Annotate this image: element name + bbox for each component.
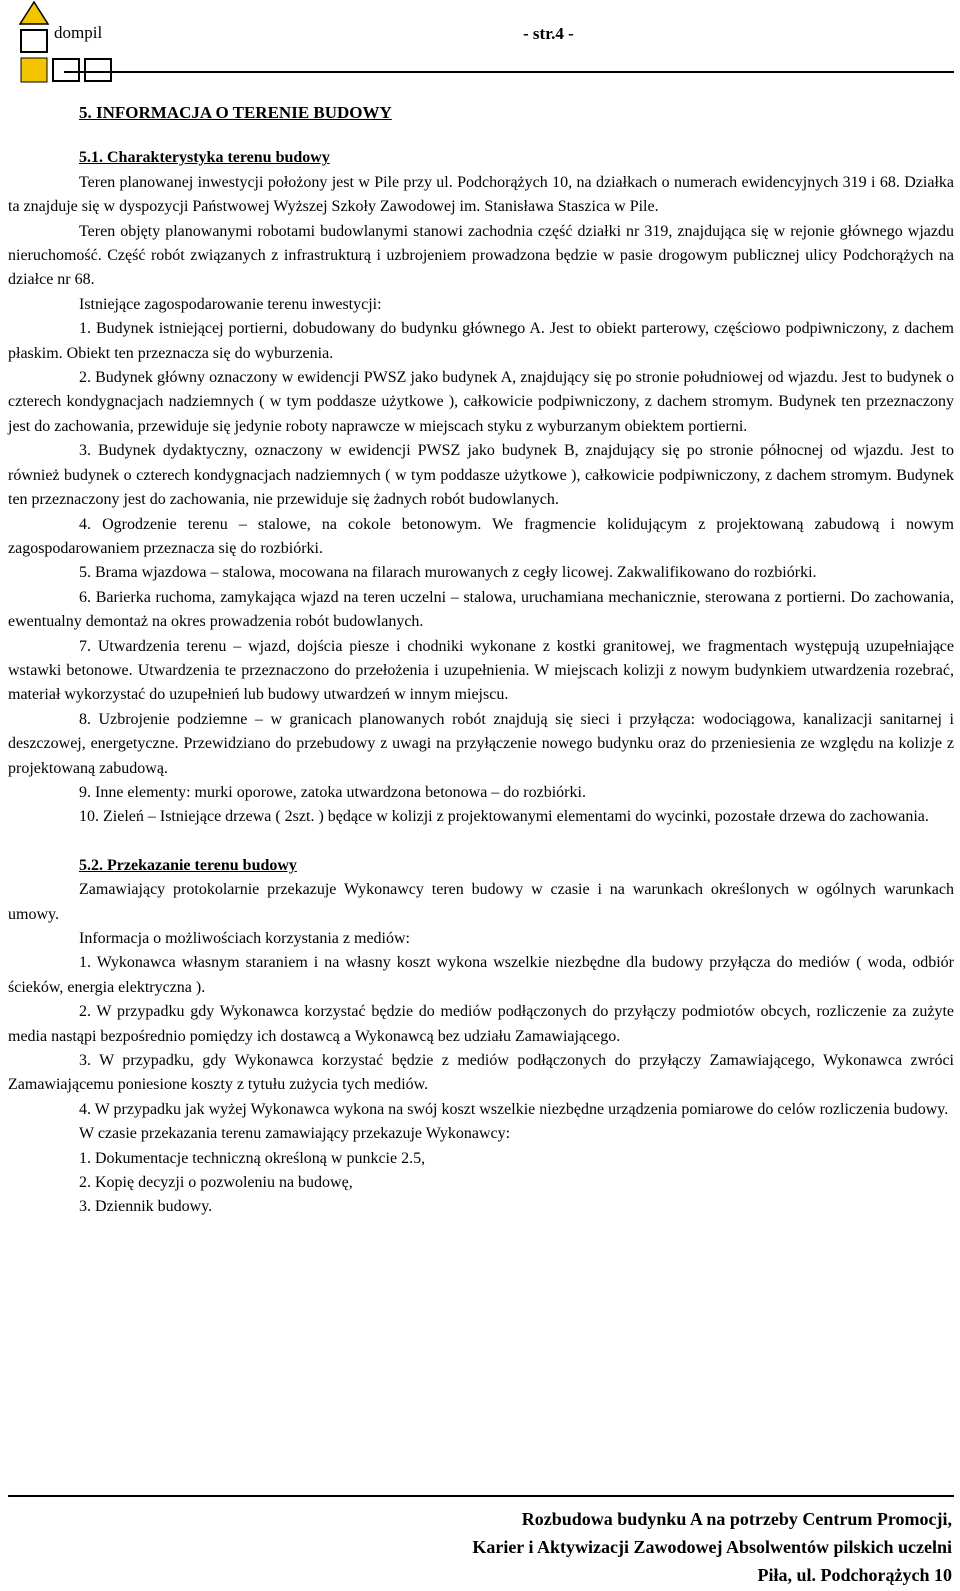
paragraph: Zamawiający protokolarnie przekazuje Wykonawcy teren budowy w czasie i na warunkach określonych w ogólnych warunkach umowy.: [8, 881, 954, 923]
list-item: 2. Budynek główny oznaczony w ewidencji PWSZ jako budynek A, znajdujący się po stronie południowej od wjazdu. Jest to budynek o czterech kondygnacjach nadziemnych ( w tym poddasze użytkowe ), całkowicie podpiwniczony, z dachem stromym. Budynek ten przeznaczony jest do zachowania, przewiduje się jedynie roboty naprawcze w miejscach styku z wyburzanym obiektem portierni.: [8, 369, 954, 435]
dompil-logo: [0, 0, 120, 90]
spacer: [8, 830, 954, 854]
list-item: 10. Zieleń – Istniejące drzewa ( 2szt. ) będące w kolizji z projektowanymi elementami do wycinki, pozostałe drzewa do zachowania.: [79, 808, 929, 826]
paragraph: Informacja o możliwościach korzystania z mediów:: [79, 930, 410, 947]
list-item: 1. Wykonawca własnym staraniem i na własny koszt wykona wszelkie niezbędne dla budowy przyłącza do mediów ( woda, odbiór ścieków, energia elektryczna ).: [8, 954, 954, 996]
list-item: 8. Uzbrojenie podziemne – w granicach planowanych robót znajdują się sieci i przyłącza: wodociągowa, kanalizacji sanitarnej i deszczowej, energetyczne. Przewidziano do przebudowy z uwagi na przyłączenie nowego budynku oraz do przeniesienia ze względu na kolizje z projektowaną zabudową.: [8, 710, 954, 777]
footer-line-2: Karier i Aktywizacji Zawodowej Absolwentów pilskich uczelni: [472, 1537, 952, 1557]
list-item: 4. Ogrodzenie terenu – stalowe, na cokole betonowym. We fragmencie kolidującym z projektowaną zabudową i nowym zagospodarowaniem przeznacza się do rozbiórki.: [8, 515, 954, 557]
footer-divider: [8, 1495, 954, 1497]
list-item: 2. W przypadku gdy Wykonawca korzystać będzie do mediów podłączonych do przyłączy podmiotów obcych, rozliczenie za zużyte media nastąpi bezpośrednio pomiędzy ich dostawcą a Wykonawcą bez udziału Zamawiającego.: [8, 1003, 954, 1045]
list-item: 1. Dokumentacje techniczną określoną w punkcie 2.5,: [79, 1149, 426, 1167]
list-item: 4. W przypadku jak wyżej Wykonawca wykona na swój koszt wszelkie niezbędne urządzenia pomiarowe do celów rozliczenia budowy.: [79, 1100, 949, 1118]
paragraph: Teren objęty planowanymi robotami budowlanymi stanowi zachodnia część działki nr 319, znajdująca się w rejonie głównego wjazdu nieruchomość. Część robót związanych z infrastrukturą i uzbrojeniem prowadzona będzie w pasie drogowym publicznej ulicy Podchorążych na działce nr 68.: [8, 222, 954, 289]
list-item: 3. Dziennik budowy.: [79, 1198, 213, 1216]
document-body: [8, 101, 954, 1220]
list-item: 6. Barierka ruchoma, zamykająca wjazd na teren uczelni – stalowa, uruchamiana mechanicznie, sterowana z portierni. Do zachowania, ewentualny demontaż na okres prowadzenia robót budowlanych.: [8, 588, 954, 631]
list-item: 3. W przypadku, gdy Wykonawca korzystać będzie z mediów podłączonych do przyłączy Zamawiającego, Wykonawca zwróci Zamawiającemu poniesione koszty z tytułu zużycia tych mediów.: [8, 1052, 954, 1094]
list-item: 7. Utwardzenia terenu – wjazd, dojścia piesze i chodniki wykonane z kostki granitowej, we fragmentach występują uzupełniające wstawki betonowe. Utwardzenia te przeznaczono do przełożenia i uzupełnienia. W miejscach kolizji z nowym budynkiem utwardzenia rozebrać, materiał wykorzystać do uzupełnień lub budowy utwardzeń w innym miejscu.: [8, 637, 954, 704]
list-item: 2. Kopię decyzji o pozwoleniu na budowę,: [79, 1174, 353, 1192]
header-divider: [64, 71, 954, 73]
list-item: 5. Brama wjazdowa – stalowa, mocowana na filarach murowanych z cegły licowej. Zakwalifikowano do rozbiórki.: [79, 564, 817, 582]
page-footer: [472, 1505, 952, 1589]
section-title: 5.1. Charakterystyka terenu budowy: [79, 149, 330, 167]
list-item: 3. Budynek dydaktyczny, oznaczony w ewidencji PWSZ jako budynek B, znajdujący się po stronie północnej od wjazdu. Jest to również budynek o czterech kondygnacjach nadziemnych ( w tym poddasze użytkowe ), całkowicie podpiwniczony, z dachem stromym. Budynek ten przeznaczony jest do zachowania, nie przewiduje się żadnych robót budowlanych.: [8, 442, 954, 509]
section-title: 5.2. Przekazanie terenu budowy: [79, 856, 297, 874]
page-number: - str.4 -: [523, 24, 574, 43]
paragraph: Istniejące zagospodarowanie terenu inwestycji:: [79, 295, 382, 313]
chapter-title: 5. INFORMACJA O TERENIE BUDOWY: [79, 103, 392, 122]
list-item: 9. Inne elementy: murki oporowe, zatoka utwardzona betonowa – do rozbiórki.: [79, 783, 586, 801]
paragraph: Teren planowanej inwestycji położony jest w Pile przy ul. Podchorążych 10, na działkach o numerach ewidencyjnych 319 i 68. Działka ta znajduje się w dyspozycji Państwowej Wyższej Szkoły Zawodowej im. Stanisława Staszica w Pile.: [8, 173, 954, 216]
page-header: [0, 0, 960, 90]
list-item: 1. Budynek istniejącej portierni, dobudowany do budynku głównego A. Jest to obiekt parterowy, częściowo podpiwniczony, z dachem płaskim. Obiekt ten przeznacza się do wyburzenia.: [8, 320, 954, 362]
paragraph: W czasie przekazania terenu zamawiający przekazuje Wykonawcy:: [79, 1125, 511, 1143]
footer-line-1: Rozbudowa budynku A na potrzeby Centrum Promocji,: [521, 1509, 952, 1529]
logo-text: dompil: [54, 23, 103, 42]
footer-line-3: Piła, ul. Podchorążych 10: [757, 1565, 952, 1585]
